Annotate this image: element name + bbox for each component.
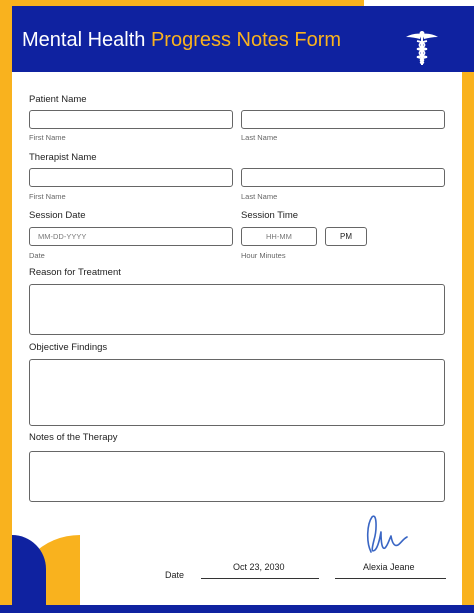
footer-date-value: Oct 23, 2030 xyxy=(233,562,285,572)
right-accent-bar xyxy=(462,60,474,613)
am-pm-value: PM xyxy=(340,232,352,241)
findings-label: Objective Findings xyxy=(29,342,108,353)
session-date-sublabel: Date xyxy=(29,251,45,260)
session-date-label: Session Date xyxy=(29,210,86,221)
therapist-first-name-sublabel: First Name xyxy=(29,192,66,201)
bottom-accent-bar xyxy=(0,605,474,613)
patient-first-name-input[interactable] xyxy=(29,110,233,129)
form-title-accent: Progress Notes Form xyxy=(150,29,342,51)
left-accent-bar xyxy=(0,0,12,613)
session-time-label: Session Time xyxy=(241,210,299,221)
footer-date-label: Date xyxy=(165,570,185,580)
date-line xyxy=(201,578,319,579)
corner-decoration-blue-base xyxy=(12,570,46,605)
notes-label: Notes of the Therapy xyxy=(29,432,118,443)
session-date-input[interactable] xyxy=(29,227,233,246)
findings-textarea[interactable] xyxy=(29,359,445,426)
session-date-placeholder: MM-DD-YYYY xyxy=(38,232,87,241)
therapist-last-name-sublabel: Last Name xyxy=(241,192,278,201)
signer-name: Alexia Jeane xyxy=(363,562,415,572)
session-time-sublabel: Hour Minutes xyxy=(241,251,286,260)
notes-textarea[interactable] xyxy=(29,451,445,502)
session-time-input[interactable] xyxy=(241,227,317,246)
reason-label: Reason for Treatment xyxy=(29,267,121,278)
signature-icon xyxy=(363,512,415,558)
patient-last-name-sublabel: Last Name xyxy=(241,133,278,142)
therapist-first-name-input[interactable] xyxy=(29,168,233,187)
therapist-name-label: Therapist Name xyxy=(29,152,97,163)
reason-textarea[interactable] xyxy=(29,284,445,335)
session-time-placeholder: HH-MM xyxy=(266,232,292,241)
am-pm-select[interactable] xyxy=(325,227,367,246)
patient-first-name-sublabel: First Name xyxy=(29,133,66,142)
caduceus-icon xyxy=(405,30,439,66)
patient-last-name-input[interactable] xyxy=(241,110,445,129)
therapist-last-name-input[interactable] xyxy=(241,168,445,187)
signature-line xyxy=(335,578,446,579)
form-title-main: Mental Health xyxy=(22,29,151,51)
form-title xyxy=(22,29,341,52)
patient-name-label: Patient Name xyxy=(29,94,87,105)
